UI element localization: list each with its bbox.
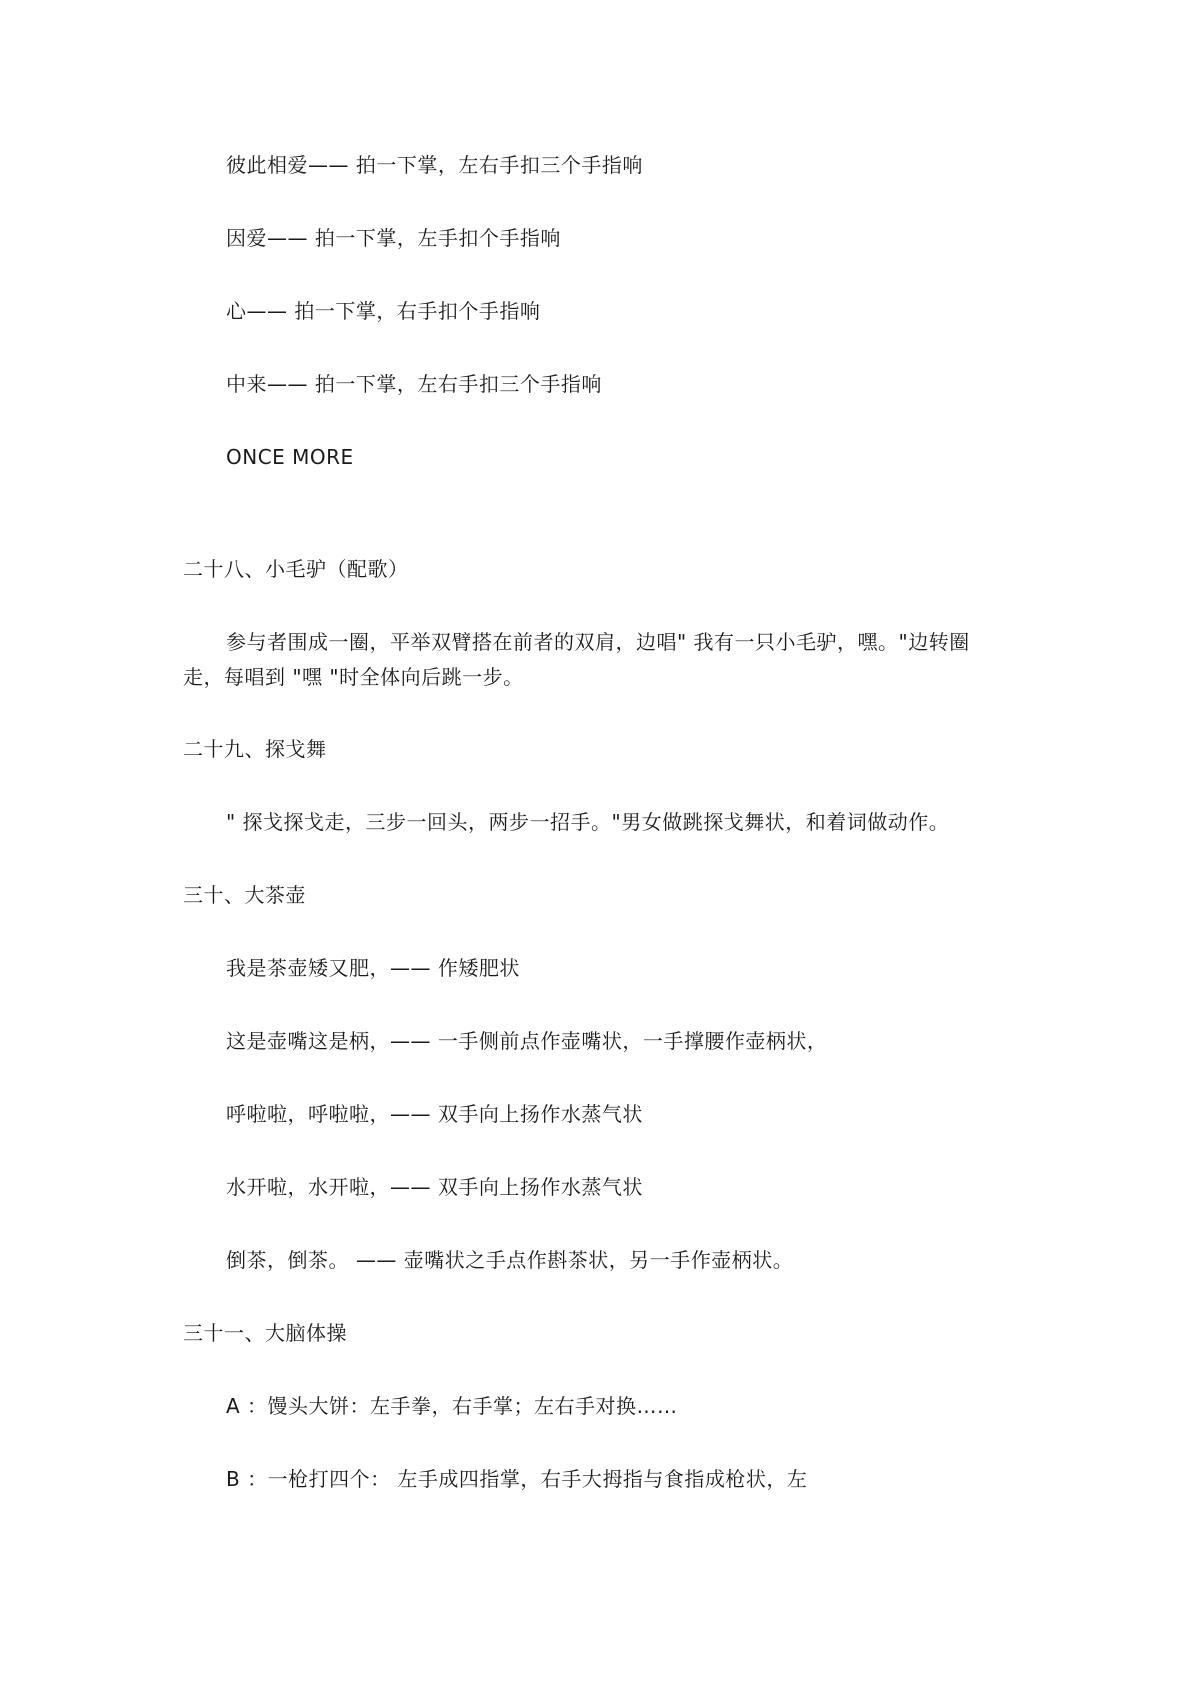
section-30-line-4: 水开啦，水开啦，—— 双手向上扬作水蒸气状 — [226, 1175, 643, 1199]
section-31-line-b: B ：一枪打四个： 左手成四指掌，右手大拇指与食指成枪状，左 — [226, 1467, 808, 1491]
text-line-once-more: ONCE MORE — [226, 445, 354, 469]
section-28-paragraph-line-1: 参与者围成一圈，平举双臂搭在前者的双肩，边唱" 我有一只小毛驴，嘿。"边转圈 — [226, 630, 970, 654]
section-29-paragraph: " 探戈探戈走，三步一回头，两步一招手。"男女做跳探戈舞状，和着词做动作。 — [226, 810, 950, 834]
text-line-4: 中来—— 拍一下掌，左右手扣三个手指响 — [226, 372, 602, 396]
section-31-line-a: A ：馒头大饼：左手拳，右手掌；左右手对换…… — [226, 1394, 678, 1418]
section-30-line-2: 这是壶嘴这是柄，—— 一手侧前点作壶嘴状，一手撑腰作壶柄状， — [226, 1029, 828, 1053]
section-28-heading: 二十八、小毛驴（配歌） — [183, 557, 409, 581]
section-30-line-5: 倒茶，倒茶。 —— 壶嘴状之手点作斟茶状，另一手作壶柄状。 — [226, 1248, 794, 1272]
section-29-heading: 二十九、探戈舞 — [183, 737, 327, 761]
text-line-2: 因爱—— 拍一下掌，左手扣个手指响 — [226, 226, 561, 250]
section-30-heading: 三十、大茶壶 — [183, 883, 306, 907]
text-line-3: 心—— 拍一下掌，右手扣个手指响 — [226, 299, 541, 323]
section-30-line-3: 呼啦啦，呼啦啦，—— 双手向上扬作水蒸气状 — [226, 1102, 643, 1126]
section-28-paragraph-line-2: 走，每唱到 "嘿 "时全体向后跳一步。 — [183, 665, 524, 689]
text-line-1: 彼此相爱—— 拍一下掌，左右手扣三个手指响 — [226, 153, 643, 177]
section-30-line-1: 我是茶壶矮又肥，—— 作矮肥状 — [226, 956, 520, 980]
section-31-heading: 三十一、大脑体操 — [183, 1321, 347, 1345]
